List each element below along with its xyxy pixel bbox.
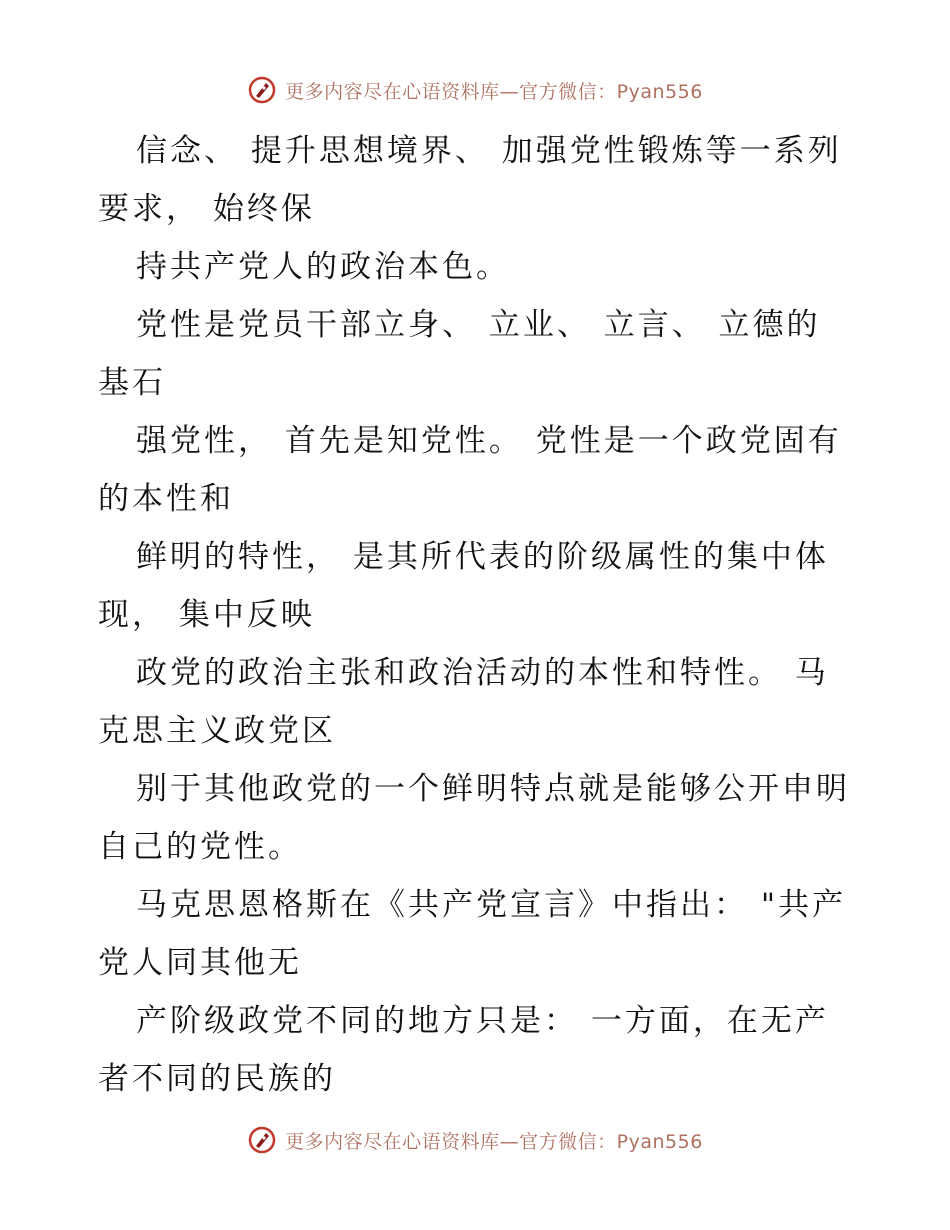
- text-line: 强党性， 首先是知党性。 党性是一个政党固有: [136, 423, 842, 459]
- text-line: 鲜明的特性， 是其所代表的阶级属性的集中体: [136, 539, 829, 575]
- text-line: 现， 集中反映: [98, 597, 315, 633]
- text-line: 要求， 始终保: [98, 191, 315, 227]
- text-line: 自己的党性。: [98, 829, 302, 865]
- pen-nib-circle-icon: [247, 1125, 277, 1155]
- text-line: 的本性和: [98, 481, 234, 517]
- text-line: 基石: [98, 365, 166, 401]
- text-line: 政党的政治主张和政治活动的本性和特性。 马: [136, 655, 829, 691]
- document-body: [98, 122, 858, 1108]
- text-line: 党性是党员干部立身、 立业、 立言、 立德的: [136, 307, 821, 343]
- text-line: 马克思恩格斯在《共产党宣言》中指出： "共产: [136, 887, 847, 923]
- text-line: 产阶级政党不同的地方只是： 一方面，在无产: [136, 1003, 829, 1039]
- pen-nib-circle-icon: [247, 75, 277, 105]
- watermark-text: 更多内容尽在心语资料库—官方微信：Pyan556: [285, 1130, 703, 1153]
- text-line: 别于其他政党的一个鲜明特点就是能够公开申明: [136, 771, 850, 807]
- text-line: 信念、 提升思想境界、 加强党性锻炼等一系列: [136, 133, 842, 169]
- header-watermark: [0, 70, 950, 110]
- text-line: 者不同的民族的: [98, 1061, 336, 1097]
- text-line: 党人同其他无: [98, 945, 302, 981]
- watermark-text: 更多内容尽在心语资料库—官方微信：Pyan556: [285, 80, 703, 103]
- text-line: 持共产党人的政治本色。: [136, 249, 510, 285]
- footer-watermark: [0, 1120, 950, 1160]
- text-line: 克思主义政党区: [98, 713, 336, 749]
